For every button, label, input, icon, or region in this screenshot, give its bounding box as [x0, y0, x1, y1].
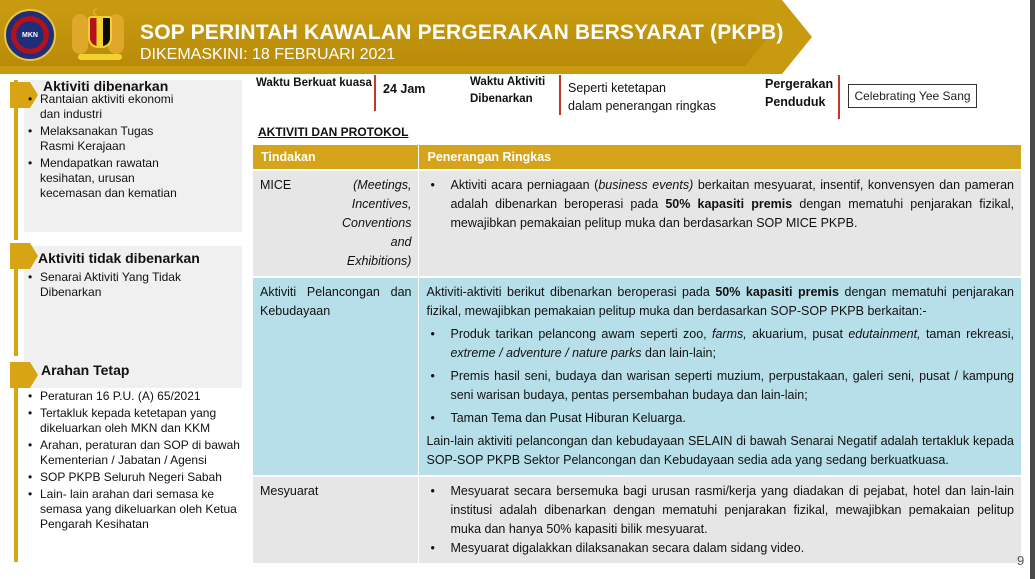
coat-of-arms-icon: ☾	[72, 8, 124, 62]
list-item: • Mendapatkan rawatan kesihatan, urusan kecemasan dan kematian	[26, 156, 186, 201]
list-item: • Arahan, peraturan dan SOP di bawah Kementerian / Jabatan / Agensi	[26, 438, 248, 468]
list-item: • Premis hasil seni, budaya dan warisan seperti muzium, perpustakaan, galeri seni, pusat / kampung seni warisan budaya, pentas persembahan budaya dan lain-lain;	[426, 367, 1014, 405]
movement-label-1: Pergerakan	[765, 77, 834, 91]
coat-of-arms-logo	[72, 6, 124, 64]
action-cell: Aktiviti Pelancongan dan Kebudayaan	[253, 277, 419, 476]
mkn-logo	[4, 6, 56, 64]
table-row	[253, 277, 1022, 476]
activity-time-label-1: Waktu Aktiviti	[470, 76, 546, 88]
table-row	[253, 476, 1022, 563]
list-item: • Melaksanakan Tugas Rasmi Kerajaan	[26, 124, 186, 154]
intro-text: Aktiviti-aktiviti berikut dibenarkan beroperasi pada 50% kapasiti premis dengan mematuhi penjarakan fizikal, mewajibkan pemakaian pelitup muka dan berdasarkan SOP-SOP PKPB berkaitan:-	[426, 285, 1014, 318]
activity-time-label-2: Dibenarkan	[470, 93, 533, 105]
page-number: 9	[1017, 553, 1025, 568]
column-header-description: Penerangan Ringkas	[419, 145, 1022, 170]
activity-time-value-1: Seperti ketetapan	[568, 81, 666, 95]
list-item: • Senarai Aktiviti Yang Tidak Dibenarkan	[26, 270, 206, 300]
divider	[838, 75, 840, 119]
sidebar-rail	[14, 372, 18, 562]
directives-heading: Arahan Tetap	[41, 362, 130, 378]
effective-time-label: Waktu Berkuat kuasa	[256, 77, 372, 89]
table-header-row	[253, 145, 1022, 170]
page-subtitle: DIKEMASKINI: 18 FEBRUARI 2021	[140, 46, 396, 63]
action-subtitle: (Meetings, Incentives, Conventions and Exhibitions)	[342, 178, 412, 268]
page-title: SOP PERINTAH KAWALAN PERGERAKAN BERSYARAT (PKPB)	[140, 21, 784, 44]
list-item: • Mesyuarat digalakkan dilaksanakan secara dalam sidang video.	[426, 539, 1014, 558]
action-cell	[253, 170, 419, 277]
list-item: • Aktiviti acara perniagaan (business events) berkaitan mesyuarat, insentif, konvensyen dan pameran adalah dibenarkan beroperasi pada 50% kapasiti premis dengan mematuhi penjarakan fizikal, mewajibkan pemakaian pelitup muka dan berdasarkan SOP MICE PKPB.	[426, 176, 1014, 233]
allowed-heading: Aktiviti dibenarkan	[43, 78, 169, 94]
description-cell	[419, 170, 1022, 277]
list-item: • Mesyuarat secara bersemuka bagi urusan rasmi/kerja yang diadakan di pejabat, hotel dan lain-lain institusi adalah dibenarkan dengan mematuhi penjarakan fizikal, mewajibkan pemakaian pelitup muka dan hanya 50% kapasiti bilik mesyuarat.	[426, 482, 1014, 539]
list-item: • Taman Tema dan Pusat Hiburan Keluarga.	[426, 409, 1014, 428]
activity-table	[253, 145, 1022, 563]
activity-time-value-2: dalam penerangan ringkas	[568, 99, 717, 113]
movement-label-2: Penduduk	[765, 95, 826, 109]
action-name: MICE	[260, 178, 292, 192]
effective-time-value: 24 Jam	[383, 82, 426, 96]
list-item: • SOP PKPB Seluruh Negeri Sabah	[26, 470, 248, 485]
description-cell	[419, 277, 1022, 476]
list-item: • Peraturan 16 P.U. (A) 65/2021	[26, 389, 248, 404]
list-item: • Tertakluk kepada ketetapan yang dikeluarkan oleh MKN dan KKM	[26, 406, 248, 436]
not-allowed-list	[26, 270, 206, 300]
list-item: • Rantaian aktiviti ekonomi dan industri	[26, 92, 186, 122]
table-row	[253, 170, 1022, 277]
column-header-action: Tindakan	[253, 145, 419, 170]
divider	[374, 75, 376, 111]
directives-marker-icon	[10, 362, 30, 388]
list-item: • Lain- lain arahan dari semasa ke semasa yang dikeluarkan oleh Ketua Pengarah Kesihatan	[26, 487, 248, 532]
outro-text: Lain-lain aktiviti pelancongan dan kebudayaan SELAIN di bawah Senarai Negatif adalah tertakluk kepada SOP-SOP PKPB Sektor Pelancongan dan Kebudayaan sedia ada yang sedang berkuatkuasa.	[426, 434, 1014, 467]
window-edge	[1030, 0, 1035, 579]
directives-list	[26, 389, 248, 532]
section-title: AKTIVITI DAN PROTOKOL	[258, 125, 409, 139]
description-cell	[419, 476, 1022, 563]
status-tag: Celebrating Yee Sang	[848, 84, 977, 108]
list-item: • Produk tarikan pelancong awam seperti zoo, farms, akuarium, pusat edutainment, taman rekreasi, extreme / adventure / nature parks dan lain-lain;	[426, 325, 1014, 363]
allowed-list	[26, 92, 186, 201]
divider	[559, 75, 561, 115]
mkn-seal-icon: MKN	[4, 9, 56, 61]
not-allowed-heading: Aktiviti tidak dibenarkan	[38, 250, 200, 266]
action-cell: Mesyuarat	[253, 476, 419, 563]
not-allowed-marker-icon	[10, 243, 30, 269]
